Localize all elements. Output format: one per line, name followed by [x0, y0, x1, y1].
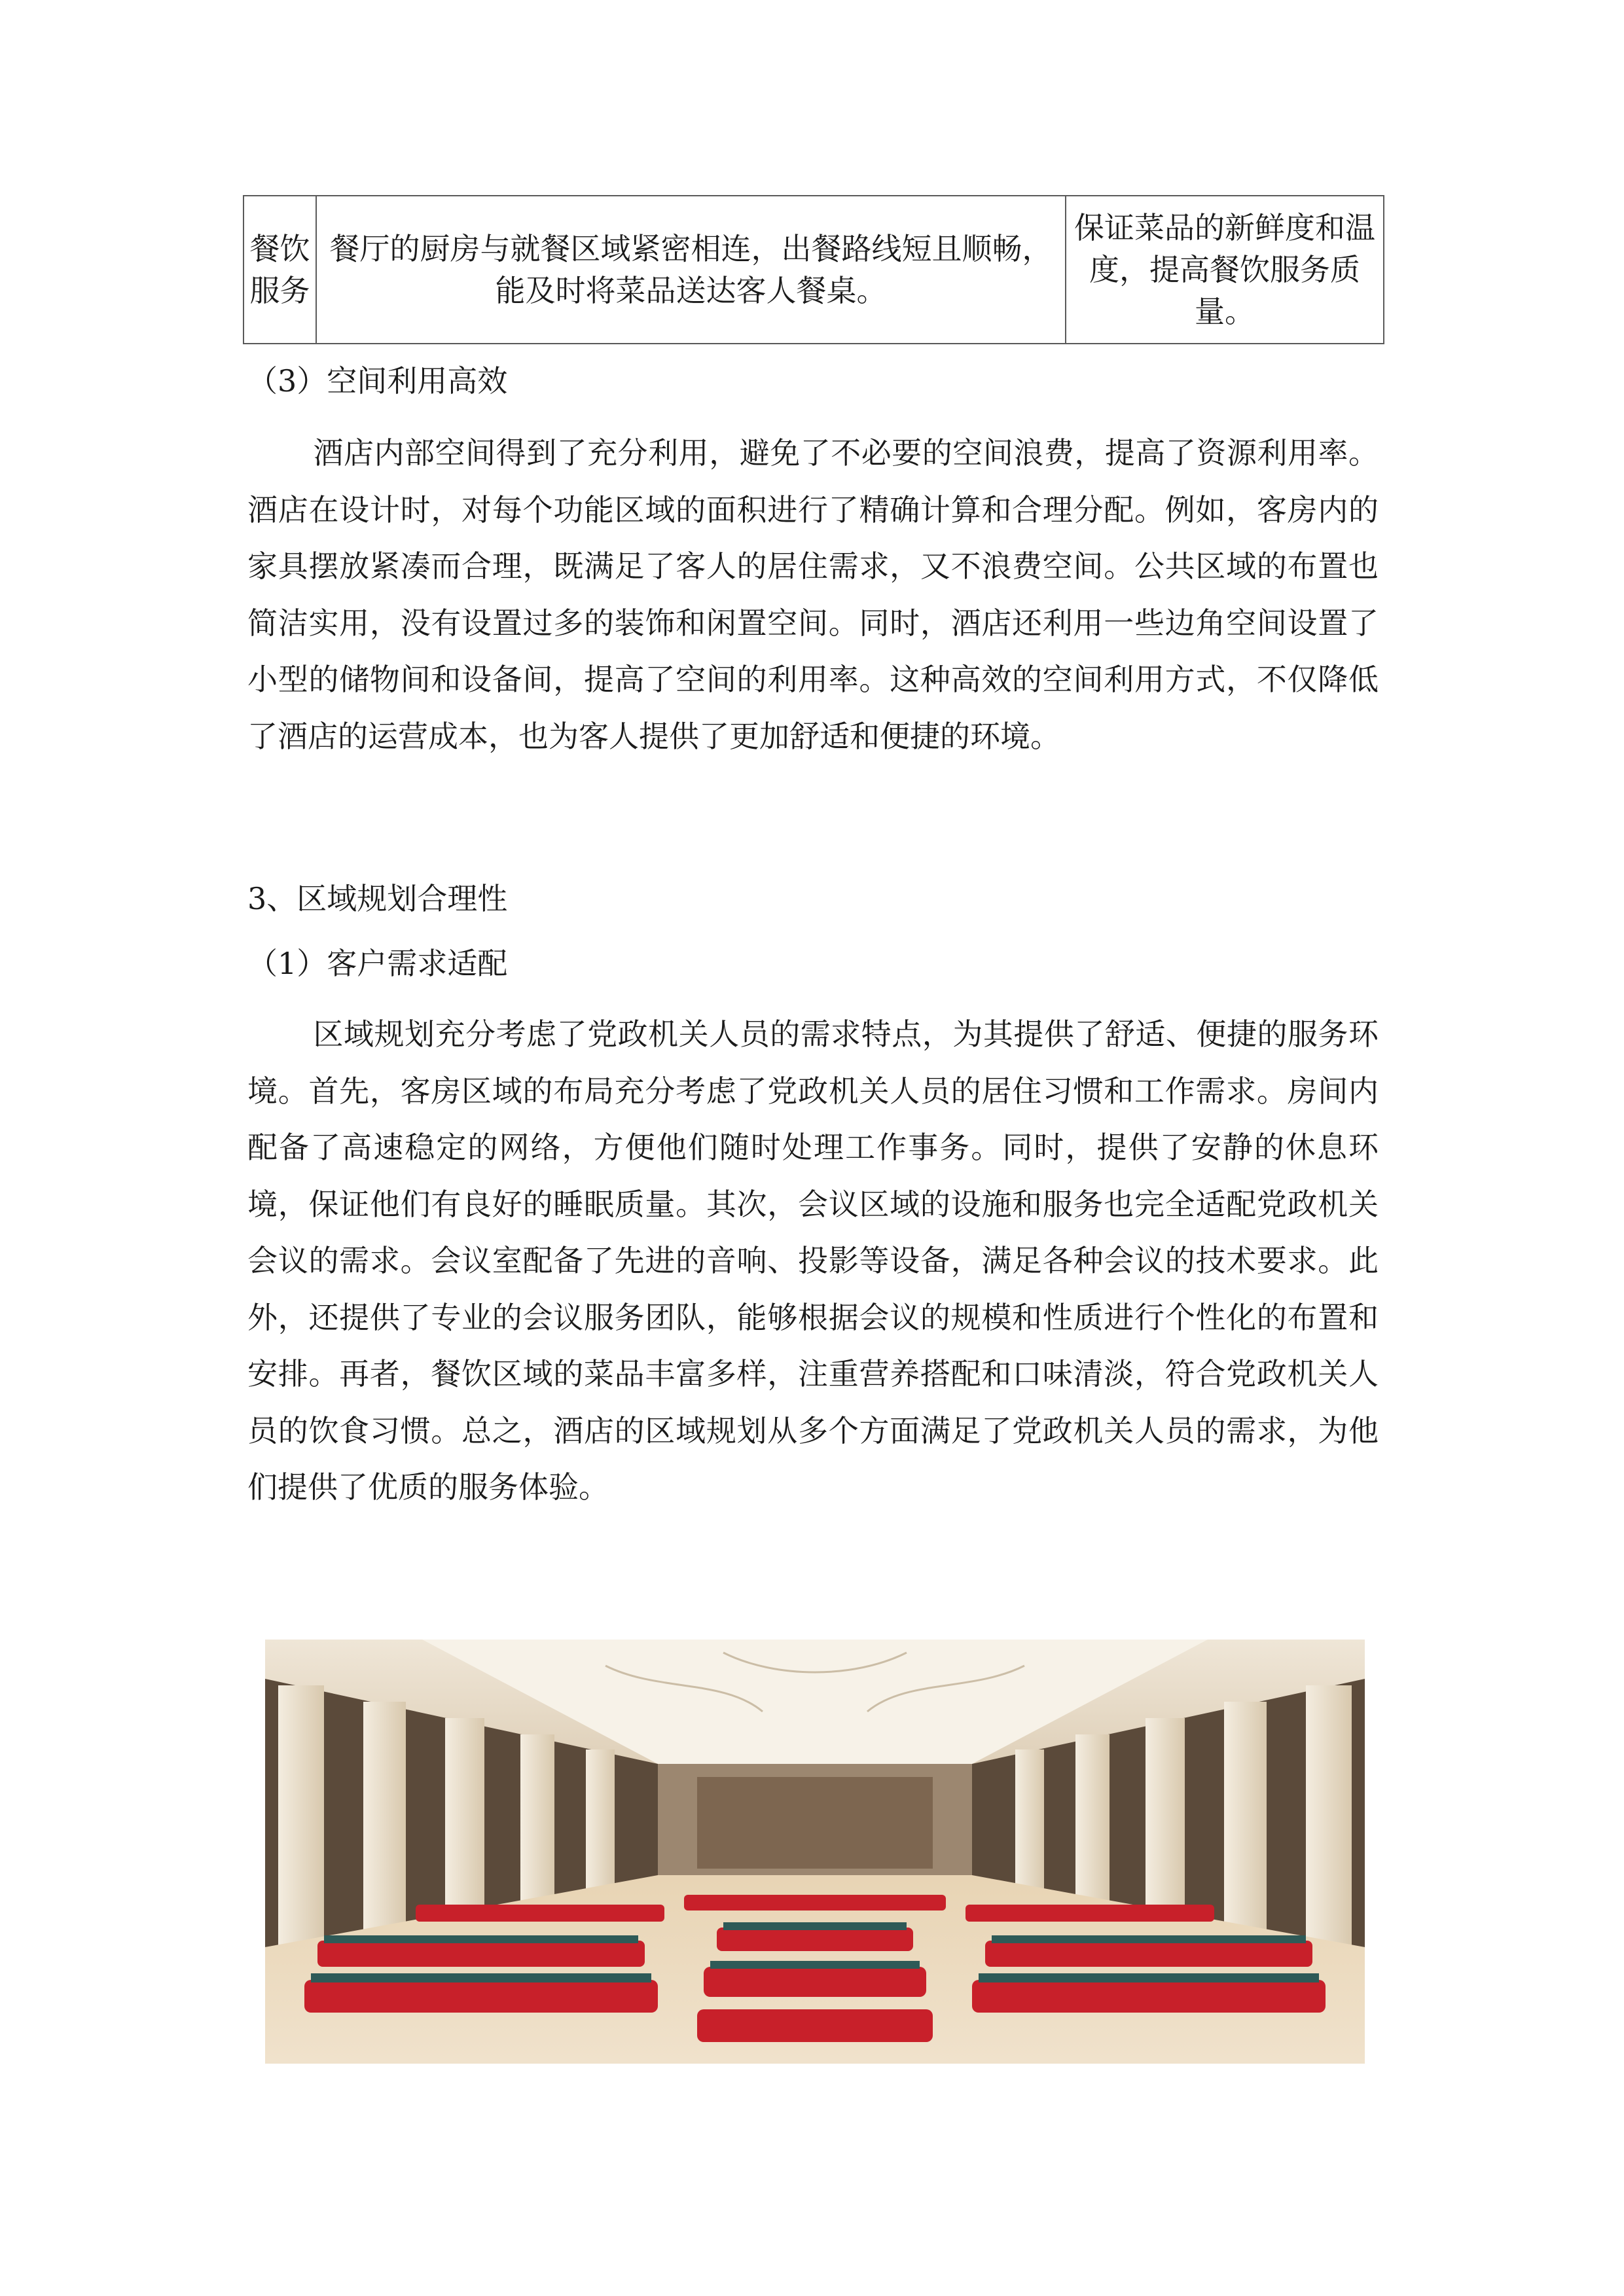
table-cell-benefit: 保证菜品的新鲜度和温度，提高餐饮服务质量。	[1066, 196, 1384, 344]
service-table	[243, 195, 1384, 344]
conference-hall-illustration	[265, 1640, 1365, 2064]
paragraph-customer-needs	[247, 1006, 1379, 1516]
conference-hall-photo	[265, 1640, 1365, 2064]
paragraph-space-efficiency-text: 酒店内部空间得到了充分利用，避免了不必要的空间浪费，提高了资源利用率。酒店在设计时，对每个功能区域的面积进行了精确计算和合理分配。例如，客房内的家具摆放紧凑而合理，既满足了客人的居住需求，又不浪费空间。公共区域的布置也简洁实用，没有设置过多的装饰和闲置空间。同时，酒店还利用一些边角空间设置了小型的储物间和设备间，提高了空间的利用率。这种高效的空间利用方式，不仅降低了酒店的运营成本，也为客人提供了更加舒适和便捷的环境。	[247, 435, 1379, 754]
table-row	[244, 196, 1384, 344]
heading-customer-needs: （1）客户需求适配	[247, 946, 508, 981]
heading-space-efficiency: （3）空间利用高效	[247, 363, 508, 399]
paragraph-space-efficiency	[247, 425, 1379, 764]
paragraph-customer-needs-text: 区域规划充分考虑了党政机关人员的需求特点，为其提供了舒适、便捷的服务环境。首先，客房区域的布局充分考虑了党政机关人员的居住习惯和工作需求。房间内配备了高速稳定的网络，方便他们随时处理工作事务。同时，提供了安静的休息环境，保证他们有良好的睡眠质量。其次，会议区域的设施和服务也完全适配党政机关会议的需求。会议室配备了先进的音响、投影等设备，满足各种会议的技术要求。此外，还提供了专业的会议服务团队，能够根据会议的规模和性质进行个性化的布置和安排。再者，餐饮区域的菜品丰富多样，注重营养搭配和口味清淡，符合党政机关人员的饮食习惯。总之，酒店的区域规划从多个方面满足了党政机关人员的需求，为他们提供了优质的服务体验。	[247, 1016, 1379, 1505]
table-cell-category: 餐饮服务	[244, 196, 316, 344]
table-cell-description: 餐厅的厨房与就餐区域紧密相连，出餐路线短且顺畅，能及时将菜品送达客人餐桌。	[316, 196, 1066, 344]
heading-region-planning: 3、区域规划合理性	[247, 881, 508, 916]
